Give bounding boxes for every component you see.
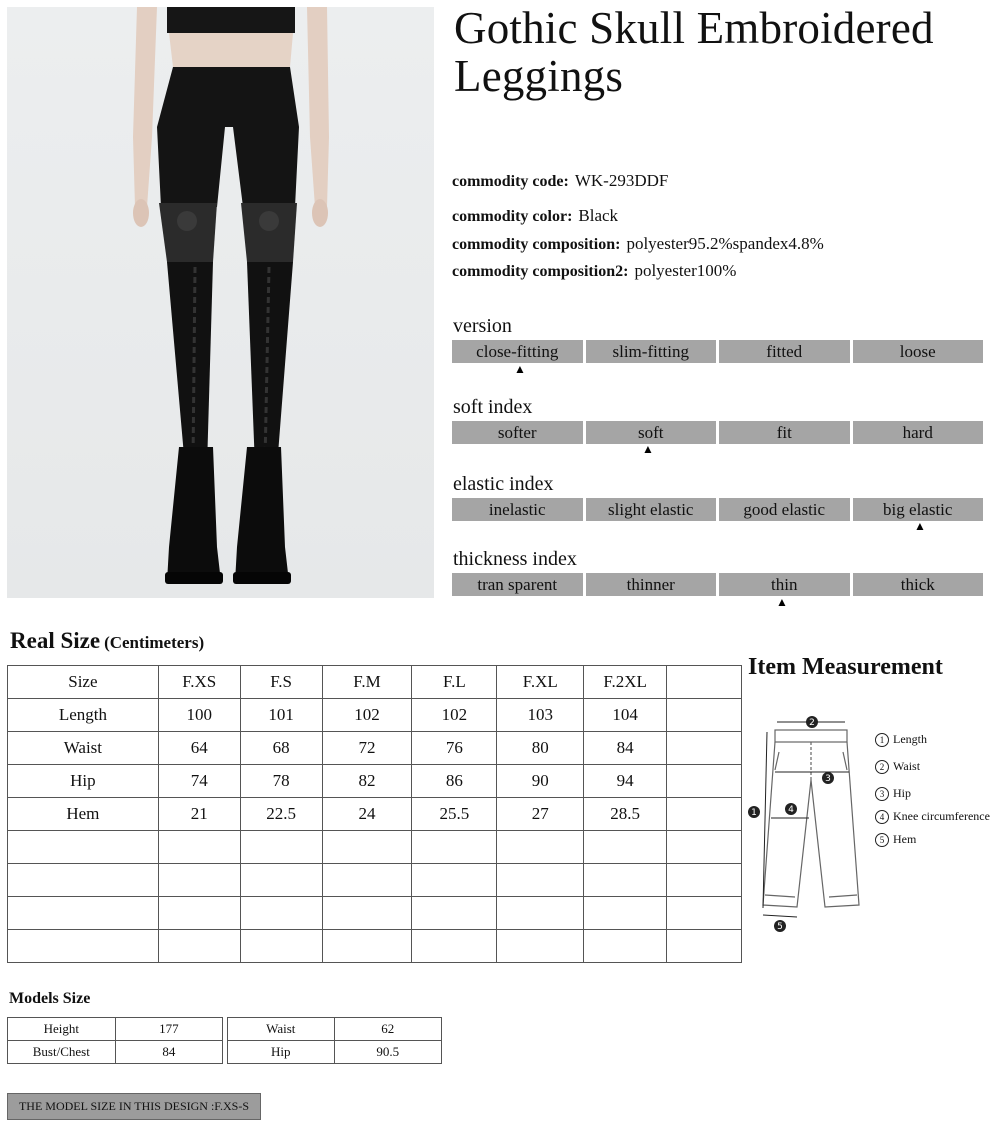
- legend-number: 2: [875, 760, 889, 774]
- scale-option: thinner: [586, 573, 717, 596]
- thickness-index-title: thickness index: [453, 548, 577, 570]
- scale-option: hard: [853, 421, 984, 444]
- thickness-index-scale: [452, 573, 983, 596]
- table-cell: 90: [497, 765, 584, 798]
- table-cell: 28.5: [584, 798, 667, 831]
- table-cell: 62: [334, 1018, 441, 1041]
- table-cell: [412, 831, 497, 864]
- table-header-cell: F.XL: [497, 666, 584, 699]
- table-cell: Hip: [228, 1041, 335, 1064]
- spec-composition2: [452, 261, 736, 281]
- table-cell: [667, 798, 742, 831]
- table-cell: 102: [412, 699, 497, 732]
- svg-text:4: 4: [788, 805, 794, 815]
- table-header-cell: F.XS: [158, 666, 240, 699]
- table-row: [228, 1041, 442, 1064]
- table-cell: 82: [322, 765, 412, 798]
- table-cell: [322, 831, 412, 864]
- spec-label: commodity code:: [452, 173, 569, 190]
- spec-label: commodity color:: [452, 208, 573, 225]
- table-cell: 100: [158, 699, 240, 732]
- table-cell: 68: [240, 732, 322, 765]
- model-size-table-right: [227, 1017, 442, 1064]
- scale-option: thick: [853, 573, 984, 596]
- table-header-row: [8, 666, 742, 699]
- legend-number: 5: [875, 833, 889, 847]
- table-cell: [8, 897, 159, 930]
- table-cell: Bust/Chest: [8, 1041, 116, 1064]
- table-cell: 84: [115, 1041, 222, 1064]
- table-cell: 76: [412, 732, 497, 765]
- table-row: [8, 765, 742, 798]
- table-cell: [8, 864, 159, 897]
- selected-marker-icon: ▲: [514, 362, 526, 376]
- table-cell: [497, 897, 584, 930]
- table-cell: 86: [412, 765, 497, 798]
- table-cell: [584, 831, 667, 864]
- table-cell: 27: [497, 798, 584, 831]
- scale-option: big elastic: [853, 498, 984, 521]
- table-cell: 74: [158, 765, 240, 798]
- real-size-title: [10, 628, 204, 654]
- table-row: [8, 798, 742, 831]
- table-cell: [667, 930, 742, 963]
- scale-option: fitted: [719, 340, 850, 363]
- table-cell: [412, 930, 497, 963]
- table-row: [8, 1018, 223, 1041]
- spec-composition: [452, 234, 824, 254]
- spec-code: [452, 171, 668, 191]
- table-cell: Height: [8, 1018, 116, 1041]
- real-size-unit: (Centimeters): [104, 633, 205, 652]
- table-cell: [584, 897, 667, 930]
- legend-hem: [875, 832, 916, 847]
- table-row: [8, 699, 742, 732]
- scale-option: softer: [452, 421, 583, 444]
- elastic-index-scale: [452, 498, 983, 521]
- soft-index-scale: [452, 421, 983, 444]
- item-measurement-title: Item Measurement: [748, 654, 943, 680]
- table-cell: 21: [158, 798, 240, 831]
- table-cell: [8, 831, 159, 864]
- size-table: [7, 665, 742, 963]
- scale-option: inelastic: [452, 498, 583, 521]
- scale-option: loose: [853, 340, 984, 363]
- table-cell: [322, 930, 412, 963]
- model-size-note: THE MODEL SIZE IN THIS DESIGN :F.XS-S: [7, 1093, 261, 1120]
- table-cell: [322, 864, 412, 897]
- table-cell: Length: [8, 699, 159, 732]
- legend-label: Length: [893, 732, 927, 746]
- svg-text:3: 3: [825, 774, 831, 784]
- table-cell: [584, 930, 667, 963]
- models-size-title: Models Size: [9, 990, 91, 1007]
- table-cell: [158, 930, 240, 963]
- table-cell: [240, 831, 322, 864]
- table-cell: [667, 732, 742, 765]
- table-row: [8, 864, 742, 897]
- table-cell: [667, 831, 742, 864]
- svg-text:1: 1: [751, 808, 757, 818]
- spec-label: commodity composition:: [452, 236, 621, 253]
- legend-number: 3: [875, 787, 889, 801]
- table-row: [8, 732, 742, 765]
- spec-value: Black: [578, 206, 619, 225]
- table-cell: [412, 897, 497, 930]
- selected-marker-icon: ▲: [776, 595, 788, 609]
- soft-index-title: soft index: [453, 396, 533, 418]
- scale-option: soft: [586, 421, 717, 444]
- legend-label: Knee circumference: [893, 809, 990, 823]
- table-cell: 101: [240, 699, 322, 732]
- table-cell: 64: [158, 732, 240, 765]
- selected-marker-icon: ▲: [642, 442, 654, 456]
- table-cell: 80: [497, 732, 584, 765]
- table-header-cell: Size: [8, 666, 159, 699]
- table-row: [8, 930, 742, 963]
- table-cell: Hip: [8, 765, 159, 798]
- legend-number: 1: [875, 733, 889, 747]
- table-header-cell: F.S: [240, 666, 322, 699]
- table-cell: 84: [584, 732, 667, 765]
- scale-option: tran sparent: [452, 573, 583, 596]
- table-cell: [158, 897, 240, 930]
- table-cell: Waist: [8, 732, 159, 765]
- table-cell: [667, 897, 742, 930]
- pants-diagram: [745, 710, 1000, 940]
- legend-waist: [875, 759, 920, 774]
- table-header-cell: [667, 666, 742, 699]
- legend-number: 4: [875, 810, 889, 824]
- table-cell: Hem: [8, 798, 159, 831]
- table-row: [8, 897, 742, 930]
- legend-length: [875, 732, 927, 747]
- table-header-cell: F.M: [322, 666, 412, 699]
- table-cell: 78: [240, 765, 322, 798]
- table-cell: 104: [584, 699, 667, 732]
- table-cell: 90.5: [334, 1041, 441, 1064]
- scale-option: thin: [719, 573, 850, 596]
- table-cell: 24: [322, 798, 412, 831]
- table-cell: [667, 864, 742, 897]
- scale-option: good elastic: [719, 498, 850, 521]
- model-size-table-left: [7, 1017, 223, 1064]
- table-cell: [158, 864, 240, 897]
- table-row: [8, 1041, 223, 1064]
- table-cell: [584, 864, 667, 897]
- table-header-cell: F.L: [412, 666, 497, 699]
- version-scale: [452, 340, 983, 363]
- spec-color: [452, 206, 618, 226]
- table-cell: 94: [584, 765, 667, 798]
- table-cell: [667, 699, 742, 732]
- table-cell: [240, 930, 322, 963]
- leggings-illustration: [7, 7, 434, 598]
- scale-option: fit: [719, 421, 850, 444]
- table-cell: 103: [497, 699, 584, 732]
- spec-label: commodity composition2:: [452, 263, 629, 280]
- table-cell: [240, 897, 322, 930]
- table-cell: Waist: [228, 1018, 335, 1041]
- version-title: version: [453, 315, 512, 337]
- spec-value: polyester95.2%spandex4.8%: [626, 234, 824, 253]
- table-cell: 25.5: [412, 798, 497, 831]
- table-cell: [322, 897, 412, 930]
- svg-text:5: 5: [777, 922, 783, 932]
- legend-label: Hip: [893, 786, 911, 800]
- svg-text:2: 2: [809, 718, 815, 728]
- table-cell: [667, 765, 742, 798]
- legend-knee: [875, 809, 990, 824]
- table-cell: 72: [322, 732, 412, 765]
- spec-value: WK-293DDF: [574, 171, 669, 190]
- product-title: Gothic Skull Embroidered Leggings: [454, 3, 934, 101]
- table-cell: 102: [322, 699, 412, 732]
- legend-label: Waist: [893, 759, 921, 773]
- table-cell: 22.5: [240, 798, 322, 831]
- table-cell: [497, 864, 584, 897]
- spec-value: polyester100%: [634, 261, 737, 280]
- selected-marker-icon: ▲: [914, 519, 926, 533]
- table-cell: [8, 930, 159, 963]
- table-cell: [240, 864, 322, 897]
- table-row: [8, 831, 742, 864]
- table-cell: [497, 831, 584, 864]
- table-cell: [412, 864, 497, 897]
- legend-label: Hem: [893, 832, 917, 846]
- table-cell: [497, 930, 584, 963]
- table-header-cell: F.2XL: [584, 666, 667, 699]
- elastic-index-title: elastic index: [453, 473, 554, 495]
- real-size-title-text: Real Size: [10, 628, 101, 653]
- scale-option: slim-fitting: [586, 340, 717, 363]
- table-row: [228, 1018, 442, 1041]
- table-cell: 177: [115, 1018, 222, 1041]
- scale-option: slight elastic: [586, 498, 717, 521]
- scale-option: close-fitting: [452, 340, 583, 363]
- legend-hip: [875, 786, 911, 801]
- product-photo: [7, 7, 434, 598]
- table-cell: [158, 831, 240, 864]
